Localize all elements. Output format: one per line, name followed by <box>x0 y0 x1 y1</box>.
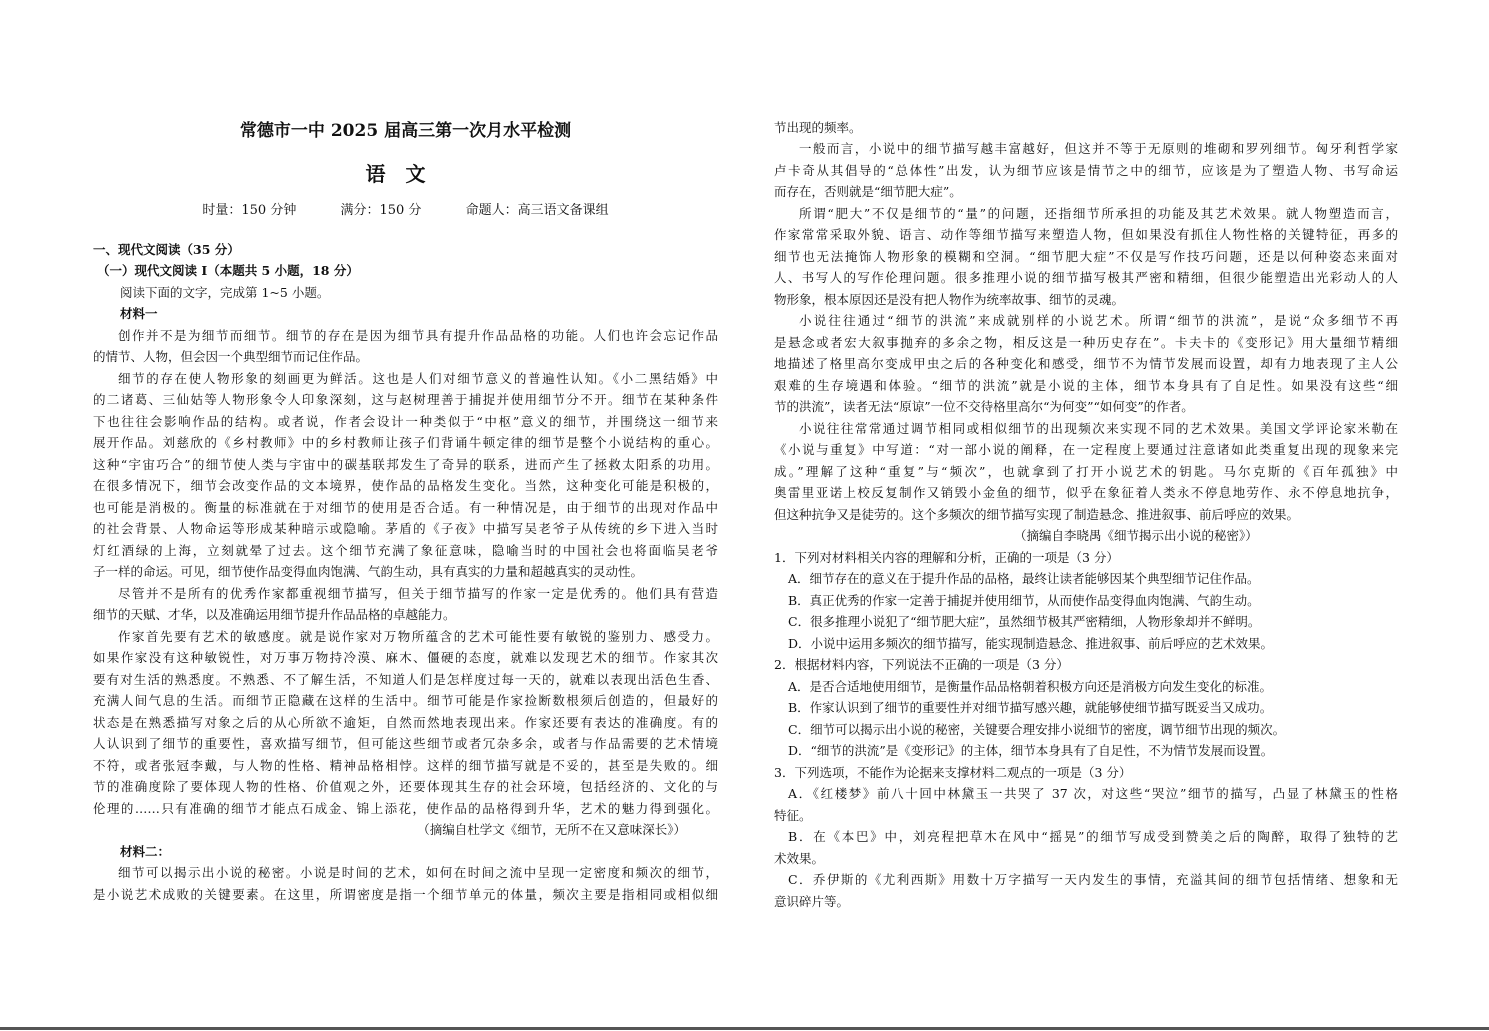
question-3-option-b: B．在《本巴》中，刘亮程把草木在风中“摇晃”的细节写成受到赞美之后的陶醉，取得了独特的艺 <box>788 829 1398 844</box>
paragraph-line: 作家常常采取外貌、语言、动作等细节描写来塑造人物，但如果没有抓住人物性格的关键特征，再多的 <box>774 227 1398 242</box>
question-3-option-a: A．《红楼梦》前八十回中林黛玉一共哭了 37 次，对这些“哭泣”细节的描写，凸显了林黛玉的性格 <box>788 786 1398 801</box>
paragraph-line: 是悬念或者宏大叙事抛弃的多余之物，相反这是一种历史存在”。卡夫卡的《变形记》用大量细节精细 <box>774 335 1398 350</box>
paragraph-line: 成。”理解了这种“重复”与“频次”，也就拿到了打开小说艺术的钥匙。马尔克斯的《百年孤独》中 <box>774 464 1398 479</box>
paragraph-line: 下也往往会影响作品的结构。或者说，作者会设计一种类似于“中枢”意义的细节，并围绕这一细节来 <box>93 414 718 429</box>
question-3-stem: 3．下列选项，不能作为论据来支撑材料二观点的一项是（3 分） <box>774 765 1132 780</box>
paragraph-line: 节出现的频率。 <box>774 120 862 135</box>
paragraph-line: 物形象，根本原因还是没有把人物作为统率故事、细节的灵魂。 <box>774 292 1125 307</box>
instruction: 阅读下面的文字，完成第 1~5 小题。 <box>120 285 330 300</box>
paragraph-line: 人认识到了细节的重要性，喜欢描写细节，但可能这些细节或者冗杂多余，或者与作品需要的艺术情境 <box>93 736 718 751</box>
paragraph-line: 奥雷里亚诺上校反复制作又销毁小金鱼的细节，似乎在象征着人类永不停息地劳作、永不停息地抗争， <box>774 485 1398 500</box>
paragraph-line: 细节的天赋、才华，以及准确运用细节提升作品品格的卓越能力。 <box>93 607 456 622</box>
section-heading: 一、现代文阅读（35 分） <box>93 242 240 257</box>
exam-author: 命题人：高三语文备课组 <box>465 203 609 218</box>
material1-source: （摘编自杜学文《细节，无所不在又意味深长》） <box>417 822 686 837</box>
paragraph-line: 不符，或者张冠李戴，与人物的性格、精神品格相悖。这样的细节描写就是不妥的，甚至是失败的。细 <box>93 758 718 773</box>
paragraph-line: 如果作家没有这种敏锐性，对万事万物持冷漠、麻木、僵硬的态度，就难以发现艺术的细节。作家其次 <box>93 650 718 665</box>
paragraph-line: 创作并不是为细节而细节。细节的存在是因为细节具有提升作品品格的功能。人们也许会忘记作品 <box>118 328 718 343</box>
paragraph-line: 而存在，否则就是“细节肥大症”。 <box>774 184 962 199</box>
paragraph-line: 灯红酒绿的上海，立刻就晕了过去。这个细节充满了象征意味，隐喻当时的中国社会也将面临吴老爷 <box>93 543 718 558</box>
paragraph-line: 的情节、人物，但会因一个典型细节而记住作品。 <box>93 349 369 364</box>
paragraph-line: 但这种抗争又是徒劳的。这个多频次的细节描写实现了制造悬念、推进叙事、前后呼应的效果。 <box>774 507 1300 522</box>
paragraph-line: 的二诸葛、三仙姑等人物形象令人印象深刻，这与赵树理善于捕捉并使用细节分不开。细节在某种条件 <box>93 392 718 407</box>
full-score: 满分：150 分 <box>340 203 422 218</box>
paragraph-line: 子一样的命运。可见，细节使作品变得血肉饱满、气韵生动，具有真实的力量和超越真实的灵动性。 <box>93 564 644 579</box>
question-2-option-c: C．细节可以揭示出小说的秘密，关键要合理安排小说细节的密度，调节细节出现的频次。 <box>788 722 1286 737</box>
material2-label: 材料二： <box>120 844 171 859</box>
question-3-option-a-cont: 特征。 <box>774 808 812 823</box>
paragraph-line: 地描述了格里高尔变成甲虫之后的各种变化和感受，细节不为情节发展而设置，却有力地表现了主人公 <box>774 356 1398 371</box>
paragraph-line: 小说往往通过“细节的洪流”来成就别样的小说艺术。所谓“细节的洪流”，是说“众多细节不再 <box>799 313 1398 328</box>
paragraph-line: 《小说与重复》中写道：“对一部小说的阐释，在一定程度上要通过注意诸如此类重复出现的现象来完 <box>774 442 1398 457</box>
paragraph-line: 尽管并不是所有的优秀作家都重视细节描写，但关于细节描写的作家一定是优秀的。他们具有营造 <box>118 586 718 601</box>
paragraph-line: 细节也无法掩饰人物形象的模糊和空洞。“细节肥大症”不仅是写作技巧问题，还是以何种姿态来面对 <box>774 249 1398 264</box>
paragraph-line: 卢卡奇从其倡导的“总体性”出发，认为细节应该是情节之中的细节，应该是为了塑造人物、书写命运 <box>774 163 1398 178</box>
material1-label: 材料一 <box>120 306 158 321</box>
time-limit: 时量：150 分钟 <box>202 203 297 218</box>
paragraph-line: 充满人间气息的生活。而细节正隐藏在这样的生活中。细节可能是作家捡断数根须后创造的，但最好的 <box>93 693 718 708</box>
paragraph-line: 展开作品。刘慈欣的《乡村教师》中的乡村教师让孩子们背诵牛顿定律的细节是整个小说结构的重心。 <box>93 435 718 450</box>
question-3-option-c-cont: 意识碎片等。 <box>774 894 850 909</box>
question-1-option-d: D．小说中运用多频次的细节描写，能实现制造悬念、推进叙事、前后呼应的艺术效果。 <box>788 636 1274 651</box>
question-2-option-d: D．“细节的洪流”是《变形记》的主体，细节本身具有了自足性，不为情节发展而设置。 <box>788 743 1274 758</box>
question-2-option-a: A．是否合适地使用细节，是衡量作品品格朝着积极方向还是消极方向发生变化的标准。 <box>788 679 1273 694</box>
paragraph-line: 细节可以揭示出小说的秘密。小说是时间的艺术，如何在时间之流中呈现一定密度和频次的细节， <box>118 865 718 880</box>
paragraph-line: 细节的存在使人物形象的刻画更为鲜活。这也是人们对细节意义的普遍性认知。《小二黑结婚》中 <box>118 371 718 386</box>
paragraph-line: 人、书写人的写作伦理问题。很多推理小说的细节描写极其严密和精细，但很少能塑造出光彩动人的人 <box>774 270 1398 285</box>
paragraph-line: 这种“宇宙巧合”的细节使人类与宇宙中的碳基联邦发生了奇异的联系，进而产生了拯救太阳系的功用。 <box>93 457 718 472</box>
question-1-stem: 1．下列对材料相关内容的理解和分析，正确的一项是（3 分） <box>774 550 1119 565</box>
question-3-option-c: C．乔伊斯的《尤利西斯》用数十万字描写一天内发生的事情，充溢其间的细节包括情绪、想象和无 <box>788 872 1398 887</box>
bottom-border <box>0 1027 1489 1030</box>
paragraph-line: 是小说艺术成败的关键要素。在这里，所谓密度是指一个细节单元的体量，频次主要是指相同或相似细 <box>93 887 718 902</box>
paragraph-line: 要有对生活的熟悉度。不熟悉、不了解生活，不知道人们是怎样度过每一天的，就难以表现出活色生香、 <box>93 672 718 687</box>
paragraph-line: 一般而言，小说中的细节描写越丰富越好，但这并不等于无原则的堆砌和罗列细节。匈牙利哲学家 <box>799 141 1398 156</box>
subject-title: 语文 <box>365 162 446 186</box>
paragraph-line: 节的准确度除了要体现人物的性格、价值观之外，还要体现其生存的社会环境，包括经济的、文化的与 <box>93 779 718 794</box>
paragraph-line: 的社会背景、人物命运等形成某种暗示或隐喻。茅盾的《子夜》中描写吴老爷子从传统的乡下进入当时 <box>93 521 718 536</box>
question-1-option-a: A．细节存在的意义在于提升作品的品格，最终让读者能够因某个典型细节记住作品。 <box>788 571 1260 586</box>
paragraph-line: 也可能是消极的。衡量的标准就在于对细节的使用是否合适。有一种情况是，由于细节的出现对作品中 <box>93 500 718 515</box>
paragraph-line: 所谓“肥大”不仅是细节的“量”的问题，还指细节所承担的功能及其艺术效果。就人物塑造而言， <box>799 206 1398 221</box>
page-title: 常德市一中 2025 届高三第一次月水平检测 <box>239 121 572 141</box>
question-3-option-b-cont: 术效果。 <box>774 851 825 866</box>
sub-heading: （一）现代文阅读 I（本题共 5 小题，18 分） <box>97 263 359 278</box>
paragraph-line: 节的洪流”，读者无法“原谅”一位不交待格里高尔“为何变”“如何变”的作者。 <box>774 399 1194 414</box>
paragraph-line: 伦理的……只有准确的细节才能点石成金、锦上添花，使作品的品格得到升华，艺术的魅力得到强化。 <box>93 801 718 816</box>
question-1-option-c: C．很多推理小说犯了“细节肥大症”，虽然细节极其严密精细，人物形象却并不鲜明。 <box>788 614 1261 629</box>
paragraph-line: 状态是在熟悉描写对象之后的从心所欲不逾矩，自然而然地表现出来。作家还要有表达的准确度。有的 <box>93 715 718 730</box>
paragraph-line: 在很多情况下，细节会改变作品的文本境界，使作品的品格发生变化。当然，这种变化可能是积极的， <box>93 478 718 493</box>
paragraph-line: 艰难的生存境遇和体验。“细节的洪流”就是小说的主体，细节本身具有了自足性。如果没有这些“细 <box>774 378 1398 393</box>
question-2-option-b: B．作家认识到了细节的重要性并对细节描写感兴趣，就能够使细节描写既妥当又成功。 <box>788 700 1273 715</box>
paragraph-line: 小说往往常常通过调节相同或相似细节的出现频次来实现不同的艺术效果。美国文学评论家米勒在 <box>799 421 1398 436</box>
material2-source: （摘编自李晓禺《细节揭示出小说的秘密》） <box>1014 528 1258 543</box>
question-1-option-b: B．真正优秀的作家一定善于捕捉并使用细节，从而使作品变得血肉饱满、气韵生动。 <box>788 593 1260 608</box>
question-2-stem: 2．根据材料内容，下列说法不正确的一项是（3 分） <box>774 657 1069 672</box>
paragraph-line: 作家首先要有艺术的敏感度。就是说作家对万物所蕴含的艺术可能性要有敏锐的鉴别力、感受力。 <box>118 629 718 644</box>
exam-meta <box>93 203 718 219</box>
